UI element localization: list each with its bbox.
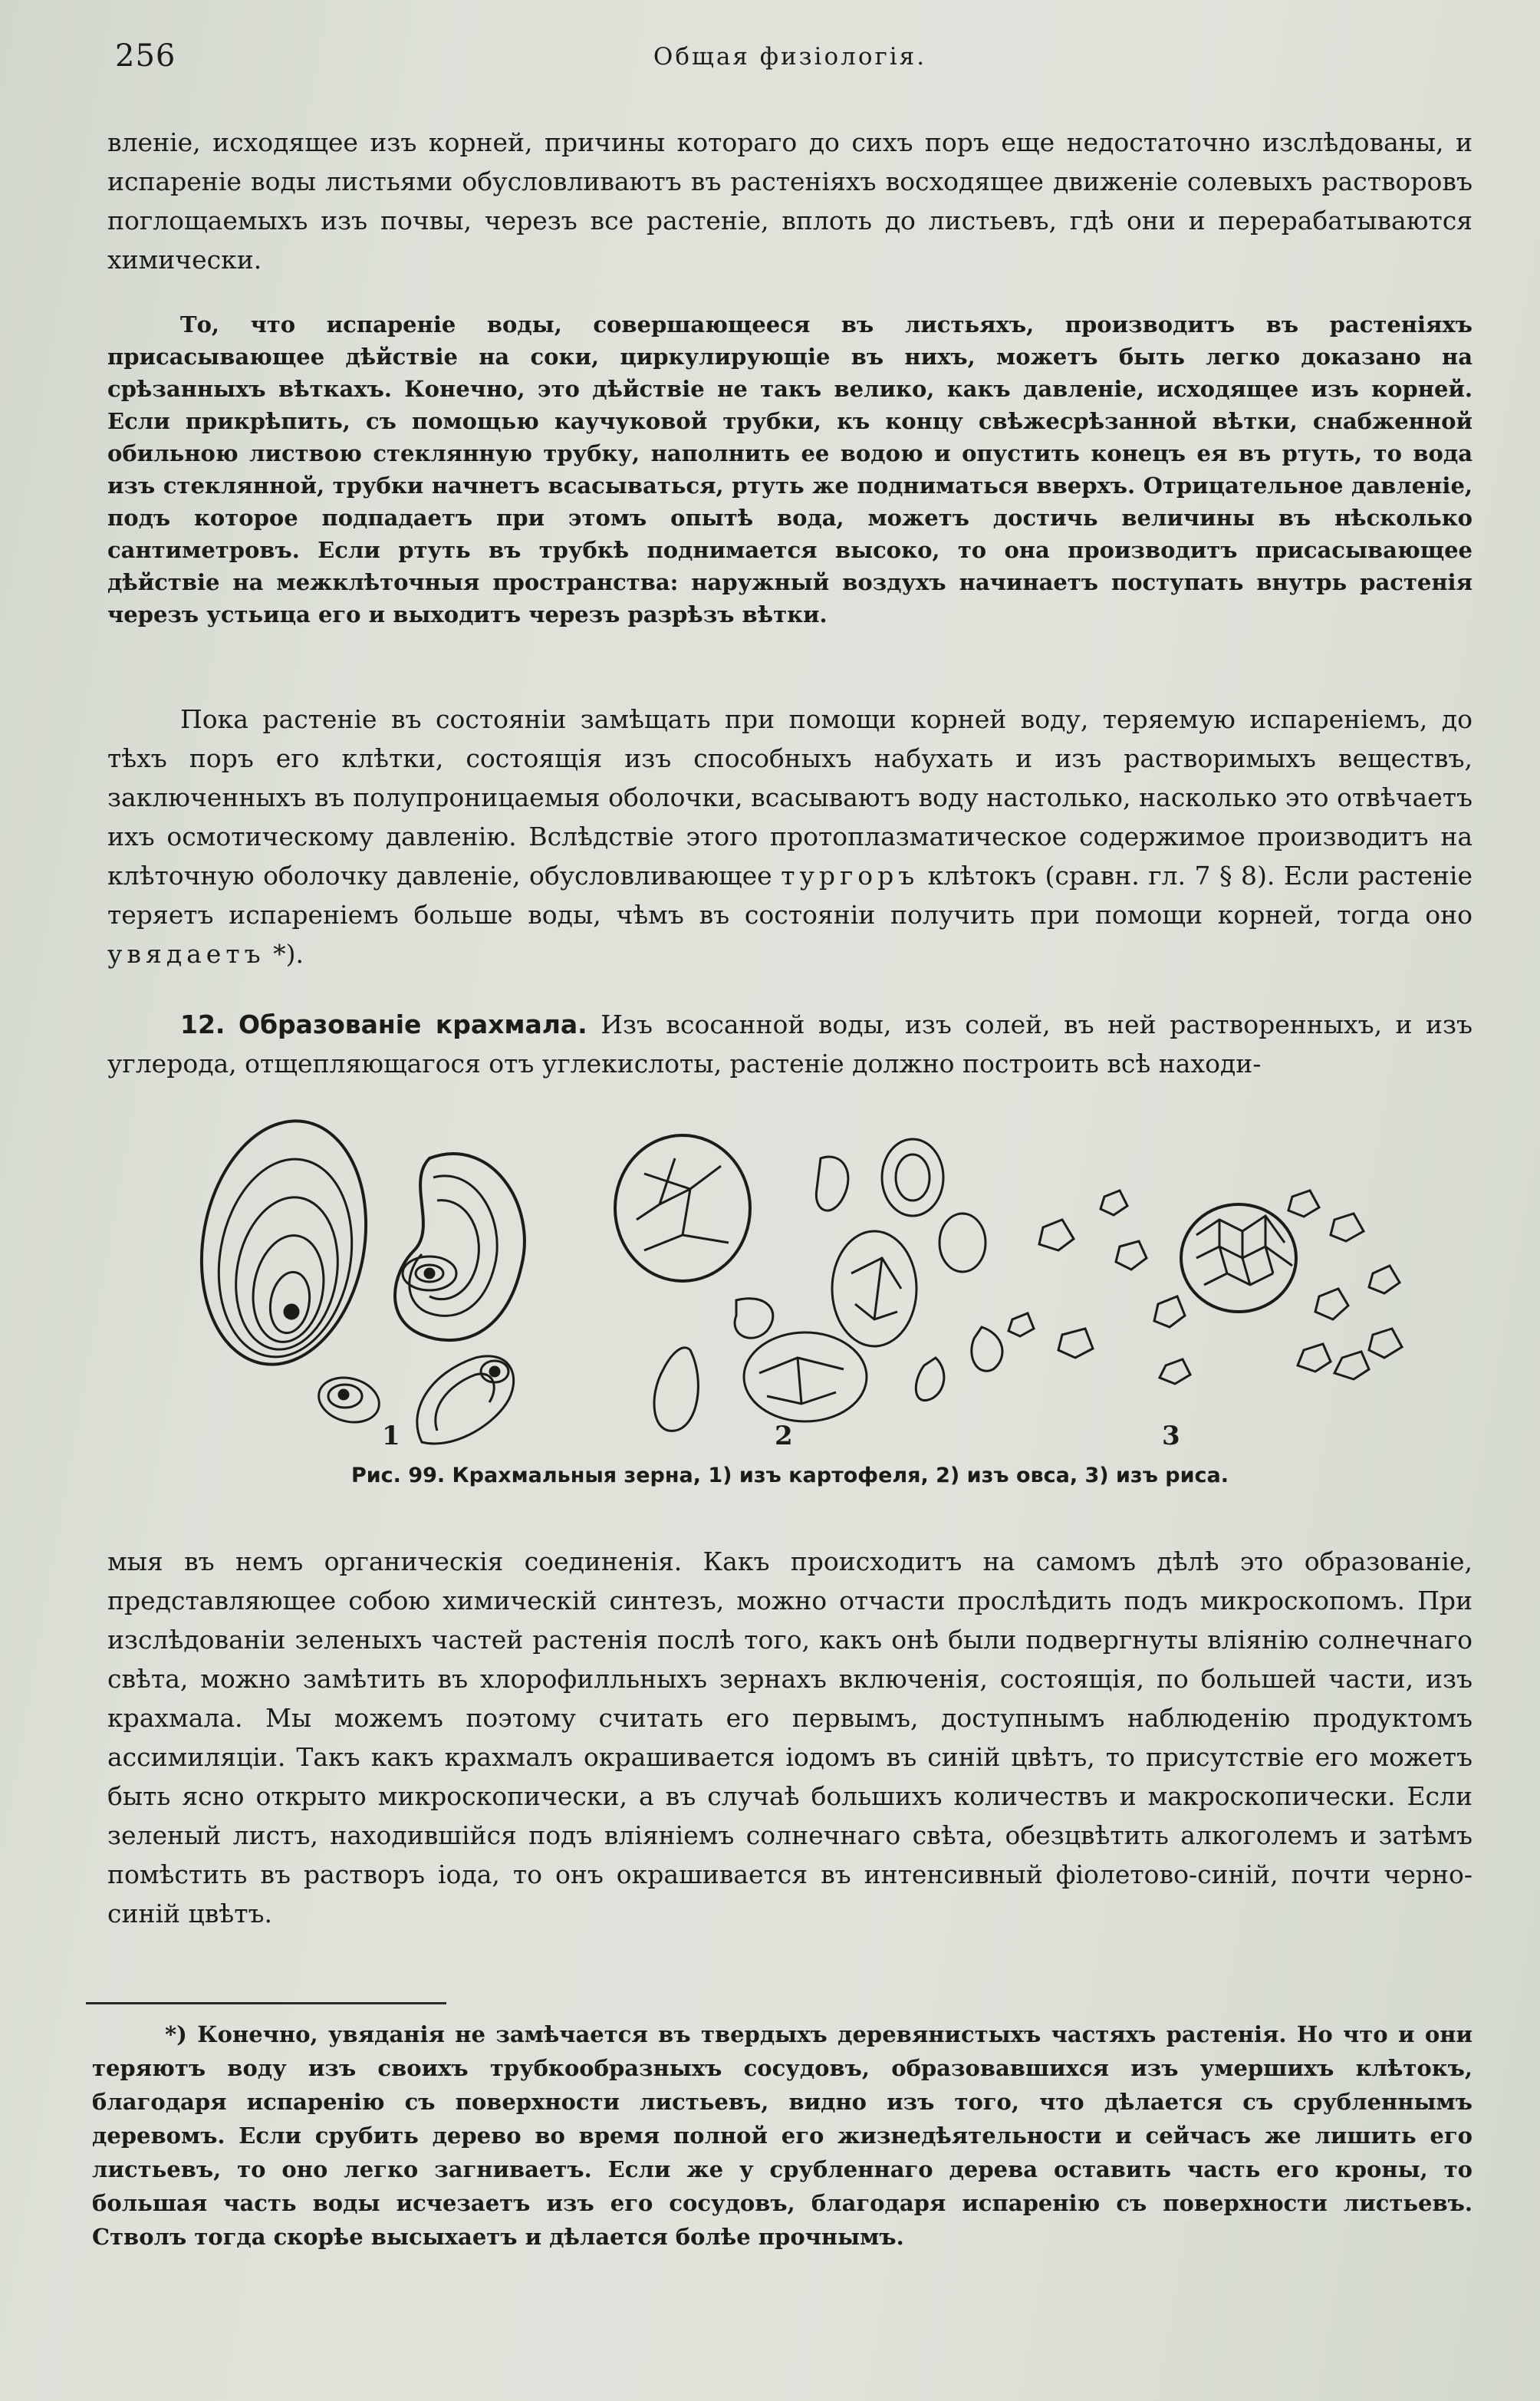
paragraph-3-part-b: клѣтокъ (сравн. гл. 7 § 8). Если растенiе теряетъ испаренiемъ больше воды, чѣмъ въ состоянiи получить при помощи корней, тогда оно <box>107 861 1473 930</box>
paragraph-1: вленiе, исходящее изъ корней, причины котораго до сихъ поръ еще недостаточно изслѣдованы, и испаренiе воды листьями обусловливаютъ въ растенiяхъ восходящее движенiе солевыхъ растворовъ поглощаемыхъ изъ почвы, черезъ все растенiе, вплоть до листьевъ, гдѣ они и перерабатываются химически. <box>107 127 1473 275</box>
figure-label-3: 3 <box>1162 1421 1180 1451</box>
footnote-text: *) Конечно, увяданiя не замѣчается въ твердыхъ деревянистыхъ частяхъ растенiя. Но что и они теряютъ воду изъ своихъ трубкообразныхъ сосудовъ, образовавшихся изъ умершихъ клѣтокъ, благодаря испаренiю съ поверхности листьевъ, видно изъ того, что дѣлается съ срубленнымъ деревомъ. Если срубить дерево во время полной его жизнедѣятельности и сейчасъ же лишить его листьевъ, то оно легко загниваетъ. Если же у срубленнаго дерева оставить часть его кроны, то большая часть воды исчезаетъ изъ его сосудовъ, благодаря испаренiю съ поверхности листьевъ. Стволъ тогда скорѣе высыхаетъ и дѣлается болѣе прочнымъ. <box>92 2021 1473 2250</box>
paragraph-4 <box>107 1005 1473 1083</box>
paragraph-4-text: Изъ всосанной воды, изъ солей, въ ней растворенныхъ, и изъ углерода, отщепляющагося отъ углекислоты, растенiе должно построить всѣ находи- <box>107 1009 1473 1079</box>
figure-caption: Рис. 99. Крахмальныя зерна, 1) изъ картофеля, 2) изъ овса, 3) изъ риса. <box>350 1464 1229 1487</box>
starch-grains-illustration <box>107 1105 1473 1457</box>
starch-paragraph <box>107 1542 1473 1933</box>
paragraph-3-part-a: Пока растенiе въ состоянiи замѣщать при помощи корней воду, теряемую испаренiемъ, до тѣхъ поръ его клѣтки, состоящiя изъ способныхъ набухать и изъ растворимыхъ веществъ, заключенныхъ въ полупроницаемыя оболочки, всасываютъ воду настолько, насколько это отвѣчаетъ ихъ осмотическому давленiю. Вслѣдствiе этого протоплазматическое содержимое производитъ на клѣточную оболочку давленiе, обусловливающее <box>107 704 1473 891</box>
footnote-marker: *). <box>273 939 304 969</box>
paragraph-5: мыя въ немъ органическiя соединенiя. Какъ происходитъ на самомъ дѣлѣ это образованiе, представляющее собою химическiй синтезъ, можно отчасти прослѣдить подъ микроскопомъ. При изслѣдованiи зеленыхъ частей растенiя послѣ того, какъ онѣ были подвергнуты влiянiю солнечнаго свѣта, можно замѣтить въ хлорофилльныхъ зернахъ включенiя, состоящiя, по большей части, изъ крахмала. Мы можемъ поэтому считать его первымъ, доступнымъ наблюденiю продуктомъ ассимиляцiи. Такъ какъ крахмалъ окрашивается iодомъ въ синiй цвѣтъ, то присутствiе его можетъ быть ясно открыто микроскопически, а въ случаѣ большихъ количествъ и макроскопически. Если зеленый листъ, находившiйся подъ влiянiемъ солнечнаго свѣта, обезцвѣтить алкоголемъ и затѣмъ помѣстить въ растворъ iода, то онъ окрашивается въ интенсивный фiолетово-синiй, почти черно-синiй цвѣтъ. <box>107 1546 1473 1928</box>
page-number: 256 <box>115 38 176 74</box>
section-number: 12. <box>180 1009 225 1039</box>
paragraph-2: То, что испаренiе воды, совершающееся въ листьяхъ, производитъ въ растенiяхъ присасывающее дѣйствiе на соки, циркулирующiе въ нихъ, можетъ быть легко доказано на срѣзанныхъ вѣткахъ. Конечно, это дѣйствiе не такъ велико, какъ давленiе, исходящее изъ корней. Если прикрѣпить, съ помощью каучуковой трубки, къ концу свѣжесрѣзанной вѣтки, снабженной обильною листвою стеклянную трубку, наполнить ее водою и опустить конецъ ея въ ртуть, то вода изъ стеклянной, трубки начнетъ всасываться, ртуть же подниматься вверхъ. Отрицательное давленiе, подъ которое подпадаетъ при этомъ опытѣ вода, можетъ достичь величины въ нѣсколько сантиметровъ. Если ртуть въ трубкѣ поднимается высоко, то она производитъ присасывающее дѣйствiе на межклѣточныя пространства: наружный воздухъ начинаетъ поступать внутрь растенiя черезъ устьица его и выходитъ черезъ разрѣзъ вѣтки. <box>107 311 1473 627</box>
footnote <box>92 2017 1473 2254</box>
term-wilting: увядаетъ <box>107 939 265 969</box>
paragraph-3 <box>107 700 1473 973</box>
footnote-divider <box>86 2002 446 2004</box>
paragraph-continuation <box>107 123 1473 279</box>
potato-starch-grains <box>183 1108 525 1444</box>
small-print-block <box>107 308 1473 631</box>
figure-99 <box>107 1105 1473 1511</box>
figure-label-1: 1 <box>382 1421 400 1451</box>
section-title: Образованiе крахмала. <box>238 1009 587 1039</box>
page-header <box>115 38 1465 84</box>
oat-starch-grains <box>615 1135 1002 1431</box>
turgor-block <box>107 700 1473 973</box>
term-turgor: тургоръ <box>781 861 920 891</box>
section-12 <box>107 1005 1473 1083</box>
rice-starch-grains <box>1009 1191 1402 1384</box>
running-title: Общая физiологiя. <box>653 43 927 71</box>
figure-label-2: 2 <box>775 1421 793 1451</box>
